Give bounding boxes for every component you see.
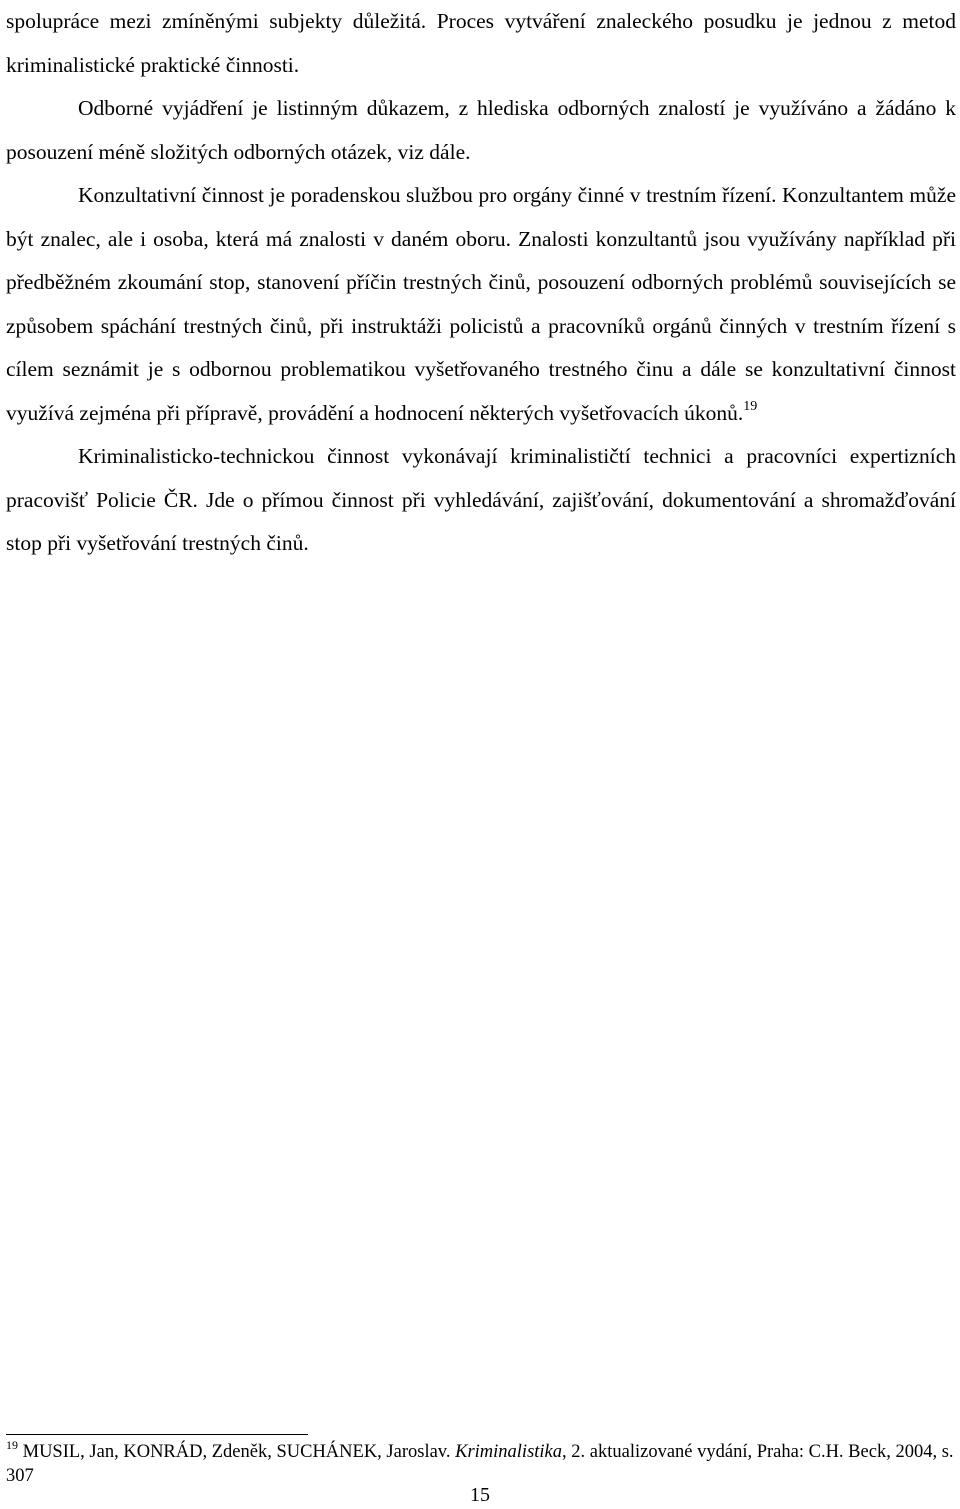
footnote-separator: [6, 1434, 308, 1435]
paragraph-3: [6, 174, 956, 435]
footnote-authors: MUSIL, Jan, KONRÁD, Zdeněk, SUCHÁNEK, Jaroslav.: [18, 1442, 456, 1462]
paragraph-1: spolupráce mezi zmíněnými subjekty důležitá. Proces vytváření znaleckého posudku je jednou z metod kriminalistické praktické činnosti.: [6, 9, 956, 77]
footnote-reference[interactable]: 19: [743, 398, 758, 414]
main-text: [6, 0, 956, 566]
footnote: [6, 1440, 956, 1488]
page-number: 15: [470, 1484, 490, 1506]
page-body: [6, 0, 956, 566]
footnote-number: 19: [6, 1438, 18, 1452]
paragraph-2: Odborné vyjádření je listinným důkazem, z hlediska odborných znalostí je využíváno a žádáno k posouzení méně složitých odborných otázek, viz dále.: [6, 96, 956, 164]
footnote-title: Kriminalistika: [455, 1442, 563, 1462]
footnote-rest: , 2. aktualizované vydání, Praha: C.H. Beck, 2004, s. 307: [6, 1442, 954, 1486]
paragraph-4: Kriminalisticko-technickou činnost vykonávají kriminalističtí technici a pracovníci expertizních pracovišť Policie ČR. Jde o přímou činnost při vyhledávání, zajišťování, dokumentování a shromažďování stop při vyšetřování trestných činů.: [6, 444, 956, 555]
paragraph-3-text: Konzultativní činnost je poradenskou službou pro orgány činné v trestním řízení. Konzultantem může být znalec, ale i osoba, která má znalosti v daném oboru. Znalosti konzultantů jsou využívány například při předběžném zkoumání stop, stanovení příčin trestných činů, posouzení odborných problémů souvisejících se způsobem spáchání trestných činů, při instruktáži policistů a pracovníků orgánů činných v trestním řízení s cílem seznámit je s odbornou problematikou vyšetřovaného trestného činu a dále se konzultativní činnost využívá zejména při přípravě, provádění a hodnocení některých vyšetřovacích úkonů.: [6, 183, 956, 425]
